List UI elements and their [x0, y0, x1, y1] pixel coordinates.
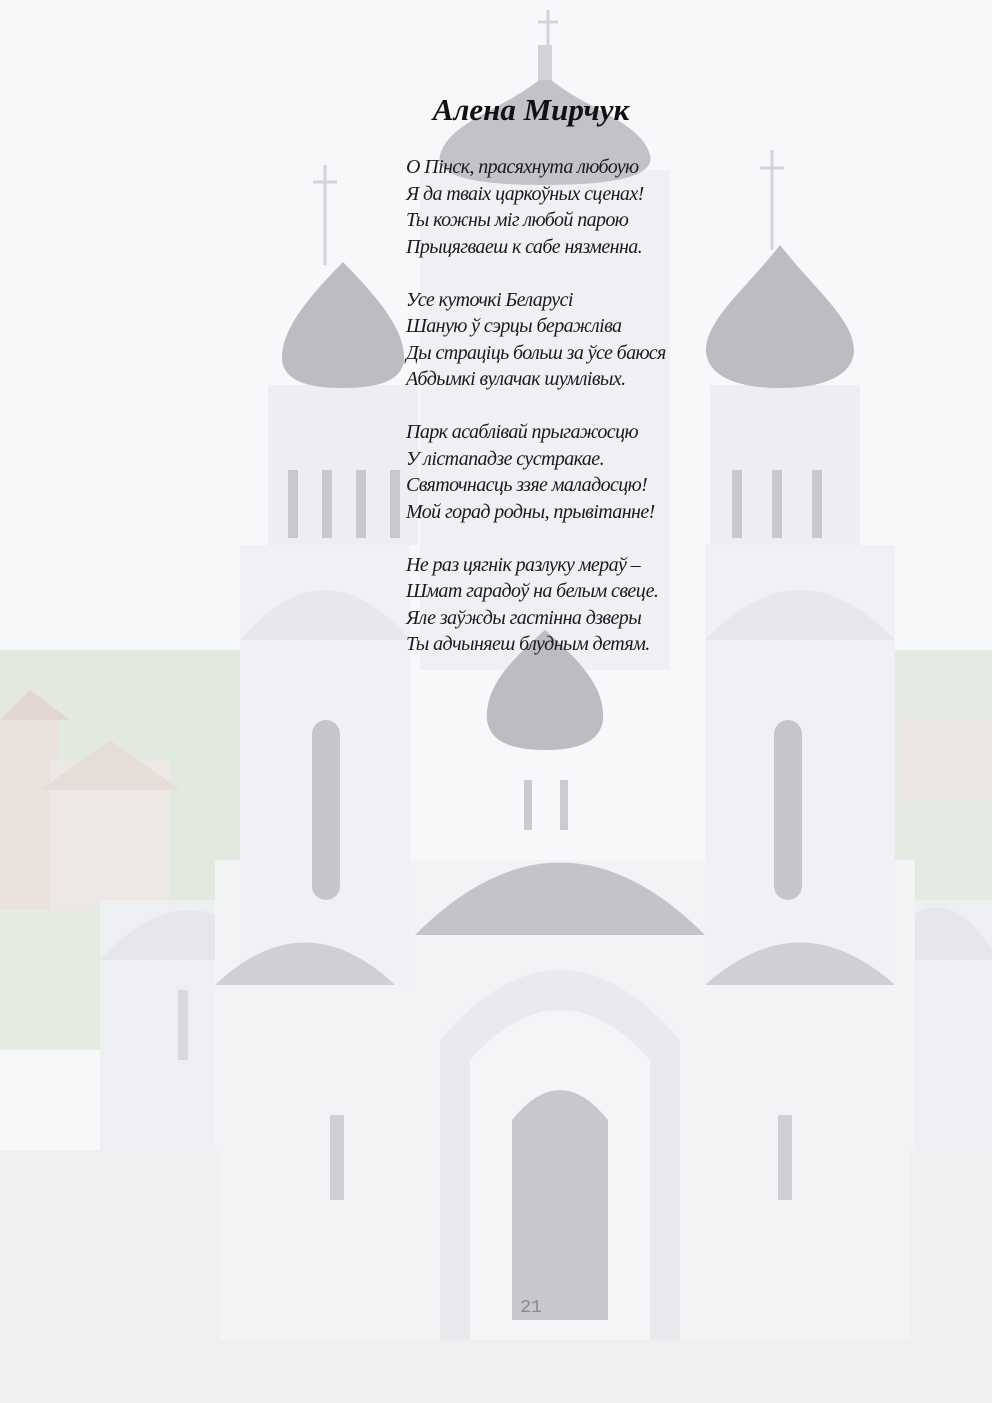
tower-left-window-1 — [288, 470, 298, 538]
poem-line: Мой горад родны, прывітанне! — [406, 500, 655, 523]
entrance-door — [512, 1090, 608, 1320]
wall-window-left — [330, 1115, 344, 1200]
poem-line: Абдымкі вулачак шумлівых. — [406, 368, 626, 390]
tower-left-tall-window — [312, 720, 340, 900]
page-number: 21 — [520, 1298, 542, 1318]
poem-line: Ды страціць больш за ўсе баюся — [406, 341, 666, 364]
house-right-1 — [900, 720, 992, 800]
wall-window-right — [778, 1115, 792, 1200]
stanza-1 — [406, 154, 946, 260]
tower-left-window-4 — [390, 470, 400, 538]
poem-line: Усе куточкі Беларусі — [406, 288, 573, 311]
poem-line: О Пінск, прасяхнута любоую — [406, 156, 639, 178]
tower-center-neck — [538, 45, 552, 80]
poem-line: Ты кожны міг любой парою — [406, 209, 629, 231]
tower-right-tall-window — [774, 720, 802, 900]
poem — [406, 154, 946, 684]
tower-left-window-3 — [356, 470, 366, 538]
poem-line: Яле заўжды гастінна дзверы — [406, 606, 642, 629]
tower-left-window-2 — [322, 470, 332, 538]
poem-line: Я да тваіх царкоўных сценах! — [406, 182, 644, 205]
poem-line: Шаную ў сэрцы беражліва — [406, 315, 622, 337]
stanza-2 — [406, 287, 946, 393]
tower-center-window-2 — [560, 780, 568, 830]
ground — [0, 1340, 992, 1403]
poem-line: Не раз цягнік разлуку мераў – — [406, 553, 641, 576]
poem-line: Ты адчыняеш блудным детям. — [406, 633, 650, 655]
poem-line: Прыцягваеш к сабе нязменна. — [406, 235, 643, 258]
poem-line: Парк асаблівай прыгажосцю — [406, 421, 638, 443]
wing-left-window — [178, 990, 188, 1060]
author-title: Алена Мирчук — [432, 92, 630, 127]
poem-line: Святочнасць ззяе маладосцю! — [406, 474, 648, 496]
stanza-4 — [406, 552, 946, 658]
tower-center-window-1 — [524, 780, 532, 830]
stanza-3 — [406, 419, 946, 525]
poem-line: У лістападзе сустракае. — [406, 447, 604, 470]
poem-line: Шмат гарадоў на белым свеце. — [406, 580, 659, 602]
